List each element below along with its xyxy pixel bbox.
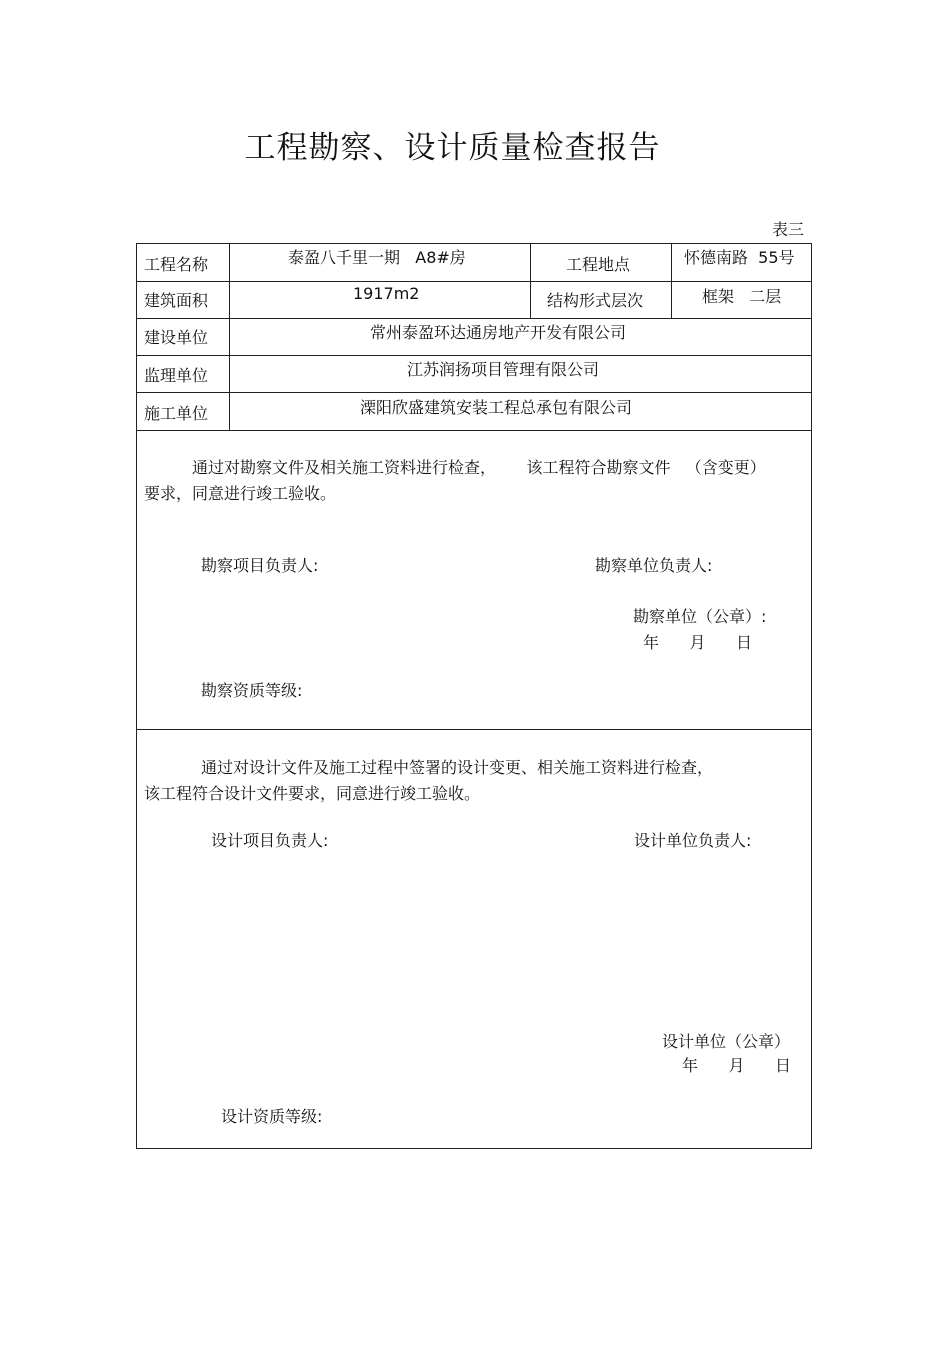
project-name-label: 工程名称 [144,255,209,274]
supervisor-label: 监理单位 [144,366,209,385]
location-label: 工程地点 [566,255,631,274]
column-divider [229,243,230,430]
structure-value: 框架 二层 [702,287,782,306]
location-value: 怀德南路 55号 [684,248,795,267]
area-value: 1917m2 [353,284,420,303]
page-title: 工程勘察、设计质量检查报告 [244,130,661,166]
survey-seal: 勘察单位（公章）: [633,607,767,626]
survey-project-lead: 勘察项目负责人: [201,556,319,575]
project-name-value: 泰盈八千里一期 A8#房 [288,248,466,267]
design-date: 年 月 日 [682,1056,792,1075]
design-statement-line1: 通过对设计文件及施工过程中签署的设计变更、相关施工资料进行检查， [201,758,714,777]
design-qualification: 设计资质等级: [221,1107,323,1126]
survey-statement-line1: 通过对勘察文件及相关施工资料进行检查， 该工程符合勘察文件 （含变更） [192,458,766,477]
survey-unit-lead: 勘察单位负责人: [595,556,713,575]
row-divider [136,355,812,356]
row-divider [136,318,812,319]
design-unit-lead: 设计单位负责人: [634,831,752,850]
builder-value: 常州泰盈环达通房地产开发有限公司 [370,323,627,342]
supervisor-value: 江苏润扬项目管理有限公司 [407,360,600,379]
survey-statement-line2: 要求，同意进行竣工验收。 [144,484,337,503]
design-statement-line2: 该工程符合设计文件要求，同意进行竣工验收。 [144,784,481,803]
builder-label: 建设单位 [144,328,209,347]
row-divider [136,430,812,431]
section-divider [136,729,812,730]
row-divider [136,392,812,393]
design-project-lead: 设计项目负责人: [211,831,329,850]
contractor-label: 施工单位 [144,404,209,423]
design-seal: 设计单位（公章） [662,1032,791,1051]
row-divider [136,281,812,282]
column-divider [530,243,531,318]
contractor-value: 溧阳欣盛建筑安装工程总承包有限公司 [360,398,633,417]
structure-label: 结构形式层次 [547,291,644,310]
column-divider [671,243,672,318]
survey-qualification: 勘察资质等级: [201,681,303,700]
survey-date: 年 月 日 [643,633,753,652]
table-number: 表三 [771,220,804,239]
area-label: 建筑面积 [144,291,209,310]
